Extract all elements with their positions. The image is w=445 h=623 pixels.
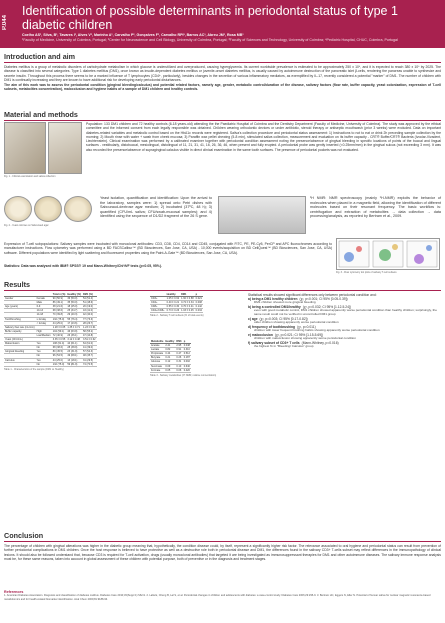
results-section	[4, 280, 441, 293]
table-cell: 0.55 ± 0.30	[166, 305, 180, 309]
table-cell: 1.35 ± 0.71	[66, 325, 82, 329]
conclusion-body: The percentage of children with gingival alterations was higher in the diabetic group meaning that, hypothetically, the condition disease could, by itself, represent a significantly higher risk factor. The relevance associated to oral hygiene and periodontal status can result from prevention of further periodontal complications in DM1 children. Once the host response is believed to have protective as well as a destructive role both in periodontal disease and DM1, the differences found in the salivary CD3+ T-cells subset may reflect differences in the immunopathology of clinical lesions. It should also be followed understand that, because CD3 is required for T-cell activation, drugs (usually monoclonal antibodies) that targeted it are being investigated as immunosuppressant therapies for DM1 and other autoimmune diseases. The salivary immune response analysis must be, for these same reasons, taken into account in global assessment of these children with potential purpose, both of preventive or in the diagnosis and treatment stages.	[4, 544, 441, 561]
results-summary-intro: Statistical results showed significant differences only between periodontal condition and:	[248, 293, 377, 297]
result-item-detail: older children showing apparently worse periodontal condition	[254, 320, 339, 325]
table-cell: 0.048	[183, 344, 190, 348]
table-header-cell: Metabolite	[151, 340, 164, 343]
table-cell: 0.09	[164, 364, 175, 368]
table-cell: Female	[36, 297, 52, 301]
petri-dish-2	[34, 196, 62, 222]
table-cell: 26 (36.1)	[66, 333, 82, 337]
result-item-detail: children with malocclusion showing apparently worse periodontal condition	[254, 336, 356, 341]
table-cell: 68 (38.6)	[52, 309, 67, 313]
table-cell: 0.187	[183, 356, 190, 360]
table-cell: 86 (49.1)	[52, 301, 67, 305]
methods-heading: Material and methods	[4, 110, 441, 121]
table-header-cell: DM1	[180, 293, 195, 297]
table-cell: 2.41	[164, 344, 175, 348]
affiliations: ¹Faculty of Medicine, University of Coimbra, Portugal; ²Center for Neuroscience and Cell Biology, University of Coimbra, Portugal; ³Faculty of Sciences and Technology, University of Coimbra; ⁴Pediatric Hospital, CHUC, Coimbra, Portugal	[22, 37, 398, 42]
poster-id: P.044	[2, 15, 8, 31]
table2-caption: Table 2 - Salivary T-cell subsets (% of total events)	[150, 314, 204, 318]
result-item-detail: children with lower frequent brushing habits showing apparently worse periodontal condition	[254, 328, 380, 333]
table-cell: Acetate	[150, 344, 164, 348]
references-body: 1. American Diabetes Association. Diagnosis and classification of diabetes mellitus. Diabetes Care 2010;33(Suppl 1):S62-9. 2. Lalla E, Cheng B, Lal S, et al. Periodontal changes in children and adolescents with diabetes: a case-control study. Diabetes Care 2006;29:295-9. 3. Bertram HC, Eggers N, Eller N. Potential of human saliva for nuclear magnetic resonance-based metabolomics and for health-related biomarker identification. Anal Chem 2009;81:9188-93.	[4, 594, 431, 601]
table-cell: 28 (38.9)	[66, 346, 82, 350]
table-cell: 77 (73.3)	[82, 317, 97, 321]
table-cell: Yes	[36, 350, 52, 354]
methods-yeast: Yeast isolation, quantification and identification: Upon the arrival to the laboratory, samples were: 1) spread onto Petri dishes with Sabouraud-dextrose agar medium; 2) incubated (37ºC, 48 h); 3) quantified (CFU/mL saliva; CFU/swab-mucosal samples); and 4) identified using the sequence of D1/D2 fragment of the 26 S gene.	[100, 196, 212, 219]
petri-dish-3	[64, 196, 92, 222]
table-cell: Gender	[4, 297, 36, 301]
table-cell: 0.06	[176, 368, 182, 372]
table-metabolites	[150, 340, 191, 373]
table-cell: CD8+	[150, 305, 166, 309]
table-cell: 44 (61.1)	[66, 342, 82, 346]
table-cell: 1.60 ± 0.88	[181, 297, 194, 301]
result-item-stat: (Mann-Whitney, p=0.016)	[301, 341, 339, 345]
table-cell: 25 (34.7)	[66, 309, 82, 313]
result-item-stat: (χ², p=0.032; CI 95% [1.12-5.24])	[302, 305, 351, 310]
table-cell: 48 (45.7)	[82, 354, 97, 358]
methods-population: Population: 133 DM1 children and 72 healthy controls (6-18 years-old) attending the the Paediatric Hospital of Coimbra and the Dentistry Department (Faculty of Medicine, University of Coimbra). The study was approved by the ethical committee and the informed consent from each legally responsible was obtained. Children wearing orthodontic devices or under antibiotic, steroid therapy or antiseptic mouthwash (prior 3 weeks) were excluded. Data on important diabetes-related variables and metabolic control based on the HbA1c records were registered. Saliva's collection procedure and periodontal status assessment: 1) Instructions to not to eat or drink 2h preceding sample collection by the morning; 2) Mouth rinse with water + swab from cheek mucosa; 3) Paraffin wax pellet chewing (5-8 min), stimulated saliva collection, measurement and evaluation on its buffer capacity - CRT® Buffer/CRT® Bacteria (Ivoclar-Vivadent, Liechtenstein). Clinical examination was performed by a calibrated examiner together with periodontal condition assessment noting the presence/absence of gingival bleeding in specific locations of points of the buccal and lingual surfaces - vestibularly, distobuccal, mesiolingual, distolingual of 11, 21, 31, 41, 16, 26, 36, 46, when present and fully erupted. A periodontal probe was gently inserted (<0.25mm/mm) in the gingival sulcus (not exceeding 3 mm). It was also recorded the presence/absence of supragingival calculus visible in direct clinical examination in the same tooth surfaces. The presence of periodontal pockets was not evaluated.	[86, 122, 441, 152]
table3-caption: Table 3 - Salivary metabolites (¹H NMR, relative concentration)	[150, 373, 217, 377]
methods-nmr: ¹H NMR: NMR spectroscopy (mainly ¹H-NMR) exploits the behavior of molecules when placed in a magnetic field, allowing the identification of different molecules based on their resonant frequency. The basic workflow is: centrifugation and extraction of metabolites → data collection → data processing/analysis, as reported by Bertram et al., 2009.	[310, 196, 441, 219]
table-cell: 0.021	[195, 297, 202, 301]
table-cell: 1.03 ± 0.45	[181, 309, 194, 313]
table-cell	[4, 362, 36, 366]
table-cell: 0.82	[164, 348, 175, 352]
table-cell: ≥ 2x/day	[36, 317, 52, 321]
table-cell: Low/Medium	[36, 333, 51, 337]
table-cell: 0.21	[164, 356, 175, 360]
table-cell: 132 (75.0)	[52, 362, 67, 366]
conclusion-heading: Conclusion	[4, 531, 441, 542]
table-cell: 13 (18.1)	[66, 358, 82, 362]
table-cell: 46 (63.9)	[66, 329, 82, 333]
methods-stats: Statistics: Data was analysed with IBM® SPSS® 19 and Mann-Whitney/Chi²/t/F tests (p<0.05, 95%).	[4, 264, 162, 268]
table-cell: 68 (38.6)	[52, 346, 67, 350]
table-header-cell: p	[195, 293, 203, 297]
table-cell: 44 (25.0)	[52, 358, 67, 362]
table-header-cell: Healthy (%)	[67, 293, 81, 296]
table-cell: 41 (39.0)	[82, 346, 97, 350]
result-item-detail: even with good metabolic control, DM1 children showed apparently worse periodontal condition than healthy children; surprisingly, the same result could not be verified in uncontrolled DM1 group	[254, 308, 437, 317]
table-cell: 0.420	[183, 368, 190, 372]
table-cell: 47 (44.8)	[82, 333, 97, 337]
table-cell: 0.10	[176, 364, 182, 368]
table2-wrap	[150, 293, 240, 317]
table-cell: 96 (54.5)	[52, 354, 67, 358]
flow-cytometry-svg	[337, 239, 441, 271]
table-cell: 0.40 ± 0.21	[166, 301, 180, 305]
table-cell: 18 (25.0)	[66, 305, 82, 309]
table-header-cell: DM1 (%)	[82, 293, 97, 297]
table-cell: 10-13	[36, 309, 52, 313]
table-cell: 0.512	[183, 352, 190, 356]
table-cell: Butyrate	[150, 356, 164, 360]
table-cell: Calculus	[4, 358, 36, 362]
table-cell: CD3+	[150, 297, 166, 301]
table-cell: Salivary flow rate (mL/min)	[5, 325, 35, 329]
fig1-caption: Fig. 1 - Clinical examination and saliva collection	[4, 175, 56, 178]
intro-heading: Introduction and aim	[4, 52, 441, 63]
table-cell: Male	[36, 301, 52, 305]
table-cell: 0.034	[195, 309, 202, 313]
results-heading: Results	[4, 280, 441, 291]
methods-tcell: Expression of T-cell subpopulations: Salivary samples were incubated with monoclonal antibodies: CD3, CD8, CD4, CD14 and CD45, conjugated with FITC, PE, PE-Cy5, PerCP and APC fluorochromes according to manufacturer instructions. Flow cytometry was performed using a BD FACSCalibur™ (BD Biosciences, San Jose, CA, USA) - 10,000 events/acquisition on BD CellQuest™ (BD Biosciences, San Jose, CA, USA) software. Different populations were identified by light scattering and fluorescent properties using the Paint-A-Gate™ (BD Biosciences, San Jose, CA, USA).	[4, 242, 332, 255]
table-cell: Age (years)	[4, 305, 36, 309]
table-cell: 0.310	[183, 348, 190, 352]
table-cell: 44 (25.0)	[52, 321, 67, 325]
table-cell: 0.44	[164, 352, 175, 356]
table-cell: 36 (50.0)	[66, 297, 82, 301]
intro-body: Diabetes mellitus is a group of metabolic disorders of carbohydrate metabolism in which glucose is underutilized and overproduced, causing hyperglycemia. Its current worldwide prevalence is estimated to be approximately 250 x 10⁶, and it is expected to reach 380 x 10⁶ by 2025. The disease is classified into several categories. Type 1 diabetes mellitus (DM1), once known as insulin-dependent diabetes mellitus or juvenile-onset diabetes mellitus, is usually caused by autoimmune destruction of the pancreatic islet β-cells, rendering the pancreas unable to synthesize and secrete insulin. Throughout this process there seems to be a marked influence of T lymphocytes (CD4+, particularly), besides changes in the secretion of various inflammatory mediators, as exemplified by IL-17, recently considered a potential "marker" of DM1. The number of children with DM1 is continually increasing and they are known to have additional risk for developing early periodontal disturbances.	[4, 65, 441, 82]
table-cell: 28 (26.7)	[82, 321, 97, 325]
table-cell: 70 (39.8)	[52, 313, 67, 317]
table-cell: 108 (61.4)	[52, 342, 67, 346]
table-cell: 3.12 ± 0.48	[66, 338, 82, 342]
author-list: Coelho AS¹, Silva, B¹, Tavares I¹, Alves V¹, Marinho A¹, Carvalho P¹, Gonçalves F¹, Carvalho RPI³, Barros AC³, Abreu JM¹, Rosa MB¹	[22, 33, 244, 37]
table-row	[150, 309, 203, 313]
table-cell: 0.47	[176, 352, 182, 356]
intro-section	[4, 52, 441, 92]
table-cell: 38 (21.6)	[52, 305, 67, 309]
table-cell: 31 (29.5)	[82, 358, 97, 362]
table-cell: 64 (61.0)	[82, 342, 97, 346]
table-cell: No	[36, 346, 52, 350]
poster-header	[0, 0, 445, 48]
table-cell: 1.05 ± 0.62	[166, 297, 180, 301]
result-item-stat: (χ², p=0.021; CI 95% [1.15-5.69])	[274, 333, 324, 337]
table-cell: 0.640	[183, 364, 190, 368]
table-cell: 0.26	[176, 356, 182, 360]
table-cell: 90 (50.9)	[52, 297, 67, 301]
table-cell: Glucose	[150, 360, 164, 364]
table-row	[4, 362, 97, 366]
intro-aim: The aim of this work was to assess the periodontal condition (gingival bleeding/calculus) and potential related factors, namely age, gender, metabolic control/duration of the disease, salivary factors (flow rate, buffer capacity, yeast colonization, expression of T-cell subsets, metabolites concentration), malocclusion and hygiene habits of a sample of DM1 children and healthy controls.	[4, 83, 441, 92]
poster-title: Identification of possible determinants in periodontal status of type 1 diabetic children	[22, 4, 398, 32]
table-cell: 0.72 ± 0.34	[181, 301, 194, 305]
table-cell: 104 (59.1)	[52, 329, 67, 333]
clinical-photo-2	[48, 122, 82, 174]
table-cell: Buffer capacity	[4, 329, 36, 333]
table-cell: 0.73 ± 0.26	[166, 309, 180, 313]
results-items	[248, 297, 440, 349]
table-cell: 51 (48.6)	[82, 301, 97, 305]
table-cell: No	[36, 362, 52, 366]
result-item-detail: the highest % in "Bleeding/ Calculus" group	[254, 344, 314, 349]
table-cell: 3.35 ± 0.55	[52, 338, 66, 342]
table-cell: 1.28 ± 0.65	[52, 325, 66, 329]
table-cell: Formate	[150, 368, 164, 372]
table-cell: 0.008	[195, 301, 202, 305]
references-heading: References	[4, 590, 24, 594]
result-item-label: d) frequency of toothbrushing	[248, 325, 296, 329]
table-cell: Yes	[36, 358, 52, 362]
conclusion-section	[4, 531, 441, 561]
table-sample-characteristics	[4, 293, 97, 367]
table1-caption: Table 1 - Characteristics of the sample (DM1 vs Healthy)	[4, 367, 64, 371]
table-cell: 57 (54.3)	[82, 350, 97, 354]
table-cell: 0.91	[176, 348, 182, 352]
table-header-cell: Total n (%)	[52, 293, 66, 296]
table-cell: 0.31	[176, 360, 182, 364]
table-cell: 0.12	[164, 360, 175, 364]
table-cell: 0.70 ± 0.41	[181, 305, 194, 309]
table-cell: 49 (68.1)	[66, 354, 82, 358]
table-cell: Yes	[36, 342, 52, 346]
table-cell: 29 (40.3)	[66, 313, 82, 317]
table-cell: 43 (41.0)	[82, 309, 97, 313]
table-cell: Yeast (CFU/mL)	[4, 338, 36, 342]
table-cell: High	[36, 329, 52, 333]
table-header-cell: p	[183, 340, 191, 344]
result-item-label: a) being a DM1 healthy children	[248, 297, 298, 302]
table-cell: 72 (40.9)	[52, 333, 67, 337]
table-cell: 2.95	[176, 344, 182, 348]
table-cell: Succinate	[150, 364, 164, 368]
table-cell: 0.002	[183, 360, 190, 364]
results-summary	[248, 293, 440, 349]
table-cell: 6-9	[36, 305, 52, 309]
table-cell: 58 (55.2)	[82, 329, 97, 333]
fig2-caption: Fig. 2 - Yeast colonies on Sabouraud agar	[4, 224, 49, 227]
table-cell: 59 (81.9)	[66, 362, 82, 366]
clinical-photo-1	[4, 122, 46, 174]
table-cell: 3.51 ± 0.62	[83, 338, 96, 342]
table-cell: No	[36, 354, 52, 358]
table3-wrap	[150, 340, 240, 377]
table-cell: 17 (23.6)	[66, 321, 82, 325]
table-cell: 55 (76.4)	[66, 317, 82, 321]
table-row	[150, 368, 191, 372]
result-item-label: f) salivary subset of CD3+ T cells	[248, 341, 300, 345]
table-tcell-subsets	[150, 293, 203, 313]
result-item-stat: (χ², p=0.011)	[297, 325, 316, 329]
table-cell: Toothbrushing	[4, 317, 36, 321]
table-cell: 54 (51.4)	[82, 297, 97, 301]
table-cell: 20 (19.0)	[82, 305, 97, 309]
table-cell: 0.05	[164, 368, 175, 372]
table-cell: Propionate	[151, 352, 164, 356]
result-item-label: b) being a controlled DM1/healthy	[248, 305, 301, 310]
result-item-stat: (χ², p<0.001; CI 95% [0.05-0.39])	[299, 297, 348, 302]
flow-cytometry-plots	[336, 238, 440, 270]
table-cell: 74 (70.5)	[82, 362, 97, 366]
table-header-cell: Healthy	[166, 293, 181, 297]
table-cell: CD4+	[150, 301, 166, 305]
table-cell: 0.142	[195, 305, 202, 309]
table-header-cell: DM1	[176, 340, 182, 343]
table-cell: Malocclusion	[4, 342, 36, 346]
result-item-label: e) malocclusion	[248, 333, 273, 337]
references-section	[4, 591, 441, 601]
table-cell: Gingival bleeding	[4, 350, 36, 354]
result-item-label: c) age	[248, 317, 258, 321]
table-cell: CD4+/CD8+	[151, 309, 165, 313]
table1-wrap	[4, 293, 138, 371]
result-item-detail: DM1 children showed more gingival bleeding	[254, 300, 316, 305]
result-item-stat: (χ², p=0.003; CI 95% [0.17-0.82])	[259, 317, 308, 321]
fig3-caption: Fig. 3 - Flow cytometry dot plots of salivary T-cell subsets	[336, 271, 397, 274]
table-cell: 42 (40.0)	[82, 313, 97, 317]
table-cell: 80 (45.5)	[52, 350, 67, 354]
table-cell: 132 (75.0)	[52, 317, 67, 321]
table-cell: Lactate	[150, 348, 164, 352]
table-cell: < 2x/day	[36, 321, 52, 325]
authors-block	[22, 33, 437, 42]
petri-dish-1	[4, 196, 32, 222]
table-cell: 23 (31.9)	[66, 350, 82, 354]
table-cell: 35 (50.0)	[66, 301, 82, 305]
table-cell: 1.23 ± 0.61	[83, 325, 96, 329]
table-header-cell: Healthy	[165, 340, 175, 343]
table-cell: 14-18	[36, 313, 52, 317]
nmr-spectrometer-photo	[218, 196, 306, 234]
